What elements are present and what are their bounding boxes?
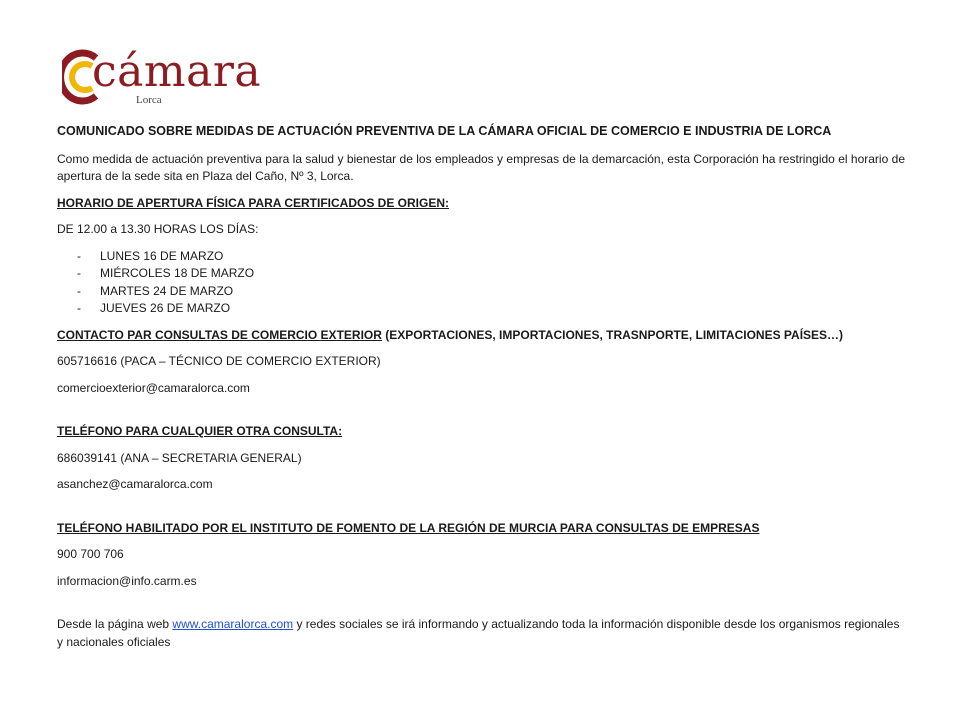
foreign-trade-heading-suffix: (EXPORTACIONES, IMPORTACIONES, TRASNPORTE, LIMITACIONES PAÍSES…) [381,327,844,342]
info-email: informacion@info.carm.es [57,573,197,588]
website-link[interactable]: www.camaralorca.com [172,617,294,631]
footer-prefix: Desde la página web [57,617,173,631]
logo-wordmark: cámara [92,46,262,97]
list-item: - MARTES 24 DE MARZO [57,283,905,301]
foreign-trade-phone: 605716616 (PACA – TÉCNICO DE COMERCIO EXTERIOR) [57,354,381,368]
schedule-days-list [57,248,905,318]
info-heading: TELÉFONO HABILITADO POR EL INSTITUTO DE FOMENTO DE LA REGIÓN DE MURCIA PARA CONSULTAS DE EMPRESAS [57,520,760,535]
list-item: - LUNES 16 DE MARZO [57,248,905,266]
foreign-trade-heading-text: CONTACTO PAR CONSULTAS DE COMERCIO EXTERIOR [57,327,382,342]
intro-paragraph: Como medida de actuación preventiva para la salud y bienestar de los empleados y empresas de la demarcación, esta Corporación ha restringido el horario de apertura de la sede sita en Plaza del Caño, Nº 3, Lorca. [57,151,905,183]
document-title: COMUNICADO SOBRE MEDIDAS DE ACTUACIÓN PREVENTIVA DE LA CÁMARA OFICIAL DE COMERCIO E INDUSTRIA DE LORCA [57,124,832,138]
other-heading: TELÉFONO PARA CUALQUIER OTRA CONSULTA: [57,424,343,438]
other-phone: 686039141 (ANA – SECRETARIA GENERAL) [57,450,302,465]
other-email: asanchez@camaralorca.com [57,477,213,491]
footer-paragraph [57,616,905,651]
info-phone: 900 700 706 [57,547,124,561]
list-item: - MIÉRCOLES 18 DE MARZO [57,265,905,283]
document-body [57,123,905,660]
logo-subtitle: Lorca [136,94,162,106]
schedule-heading: HORARIO DE APERTURA FÍSICA PARA CERTIFICADOS DE ORIGEN: [57,195,450,210]
schedule-hours: DE 12.00 a 13.30 HORAS LOS DÍAS: [57,222,259,236]
foreign-trade-email: comercioexterior@camaralorca.com [57,380,250,395]
footer-suffix: y redes sociales se irá informando y actualizando toda la información disponible desde los organismos regionales y nacionales oficiales [57,617,900,649]
list-item: - JUEVES 26 DE MARZO [57,300,905,318]
foreign-trade-heading [57,327,905,345]
